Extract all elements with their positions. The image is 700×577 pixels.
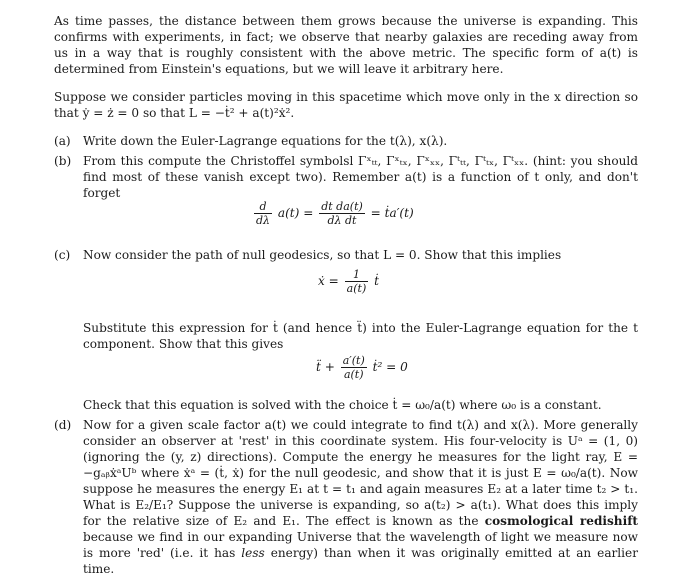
part-b-equation bbox=[252, 200, 414, 227]
part-a bbox=[54, 133, 638, 149]
part-d-italic-word: less bbox=[241, 546, 265, 560]
eq-b-rhs-den: dλ dt bbox=[327, 214, 357, 227]
eq-c1-lhs: ẋ = bbox=[318, 274, 339, 288]
setup-paragraph: Suppose we consider particles moving in this spacetime which move only in the x direction so that ẏ = ż = 0 so that L = −ṫ² + a(t)²ẋ². bbox=[54, 90, 638, 120]
part-c-text: Now consider the path of null geodesics, so that L = 0. Show that this implies bbox=[83, 248, 562, 262]
eq-b-lhs-num: d bbox=[254, 200, 272, 214]
part-c-text-3 bbox=[83, 397, 638, 413]
eq-c2-frac bbox=[341, 354, 367, 381]
eq-c2-lhs: ẗ + bbox=[316, 360, 335, 374]
eq-c1-den: a(t) bbox=[346, 282, 367, 295]
part-c-equation-2 bbox=[316, 354, 408, 381]
part-a-label: (a) bbox=[54, 134, 71, 148]
part-c-text-2 bbox=[83, 320, 638, 352]
eq-c2-num: a′(t) bbox=[342, 354, 365, 367]
part-d bbox=[54, 417, 638, 577]
eq-b-rhs-frac bbox=[319, 200, 365, 227]
eq-b-lhs-den: dλ bbox=[256, 214, 271, 227]
part-d-bold-term: cosmological redishift bbox=[484, 514, 638, 528]
part-c bbox=[54, 247, 638, 263]
eq-c2-tail: ṫ² = 0 bbox=[372, 360, 408, 374]
part-b-label: (b) bbox=[54, 154, 72, 168]
part-b bbox=[54, 153, 638, 201]
eq-b-lhs-tail: a(t) = bbox=[277, 206, 314, 220]
part-c-label: (c) bbox=[54, 248, 71, 262]
eq-c1-tail: ṫ bbox=[374, 274, 379, 288]
part-d-text-end: energy) than when it was originally emitted at an earlier time. bbox=[83, 546, 638, 576]
part-a-text: Write down the Euler-Lagrange equations for the t(λ), x(λ). bbox=[83, 134, 448, 148]
part-d-text-after: because we find in our expanding Universe that the wavelength of light we measure now is more 'red' (i.e. it has bbox=[83, 530, 638, 560]
part-d-text-before: Now for a given scale factor a(t) we could integrate to find t(λ) and x(λ). More generally consider an observer at 'rest' in this coordinate system. His four-velocity is Uᵃ = (1, 0) (ignoring the (y, z) directions). Compute the energy he measures for the light ray, E = −gₐᵦẋᵃUᵇ where ẋᵃ = (ṫ, ẋ) for the null geodesic, and show that it is just E = ω₀/a(t). Now suppose he measures the energy E₁ at t = t₁ and again measures E₂ at a later time t₂ > t₁. What is E₂/E₁? Suppose the universe is expanding, so a(t₂) > a(t₁). What does this imply for the relative size of E₂ and E₁. The effect is known as the bbox=[83, 418, 638, 528]
eq-c1-frac bbox=[345, 268, 369, 295]
intro-paragraph: As time passes, the distance between them grows because the universe is expanding. This confirms with experiments, in fact; we observe that nearby galaxies are receding away from us in a way that is roughly consistent with the above metric. The specific form of a(t) is determined from Einstein's equations, but we will leave it arbitrary here. bbox=[54, 14, 638, 76]
part-b-text: From this compute the Christoffel symbolsl Γˣₜₜ, Γˣₜₓ, Γˣₓₓ, Γᵗₜₜ, Γᵗₜₓ, Γᵗₓₓ. (hint: you should find most of these vanish except two). Remember a(t) is a function of t only, and don't forget bbox=[83, 154, 638, 200]
eq-b-rhs-num: dt da(t) bbox=[321, 200, 363, 213]
eq-b-rhs-tail: = ṫa′(t) bbox=[370, 206, 414, 220]
part-d-text bbox=[83, 417, 638, 577]
part-d-label: (d) bbox=[54, 418, 72, 432]
eq-b-lhs-frac bbox=[254, 200, 272, 227]
part-c-text-3-content: Check that this equation is solved with the choice ṫ = ω₀/a(t) where ω₀ is a constant. bbox=[83, 398, 602, 412]
eq-c2-den: a(t) bbox=[343, 368, 364, 381]
part-c-equation-1 bbox=[318, 268, 379, 295]
eq-c1-num: 1 bbox=[345, 268, 369, 282]
part-c-text-2-content: Substitute this expression for ṫ (and hence ẗ) into the Euler-Lagrange equation for the t component. Show that this gives bbox=[83, 321, 638, 351]
